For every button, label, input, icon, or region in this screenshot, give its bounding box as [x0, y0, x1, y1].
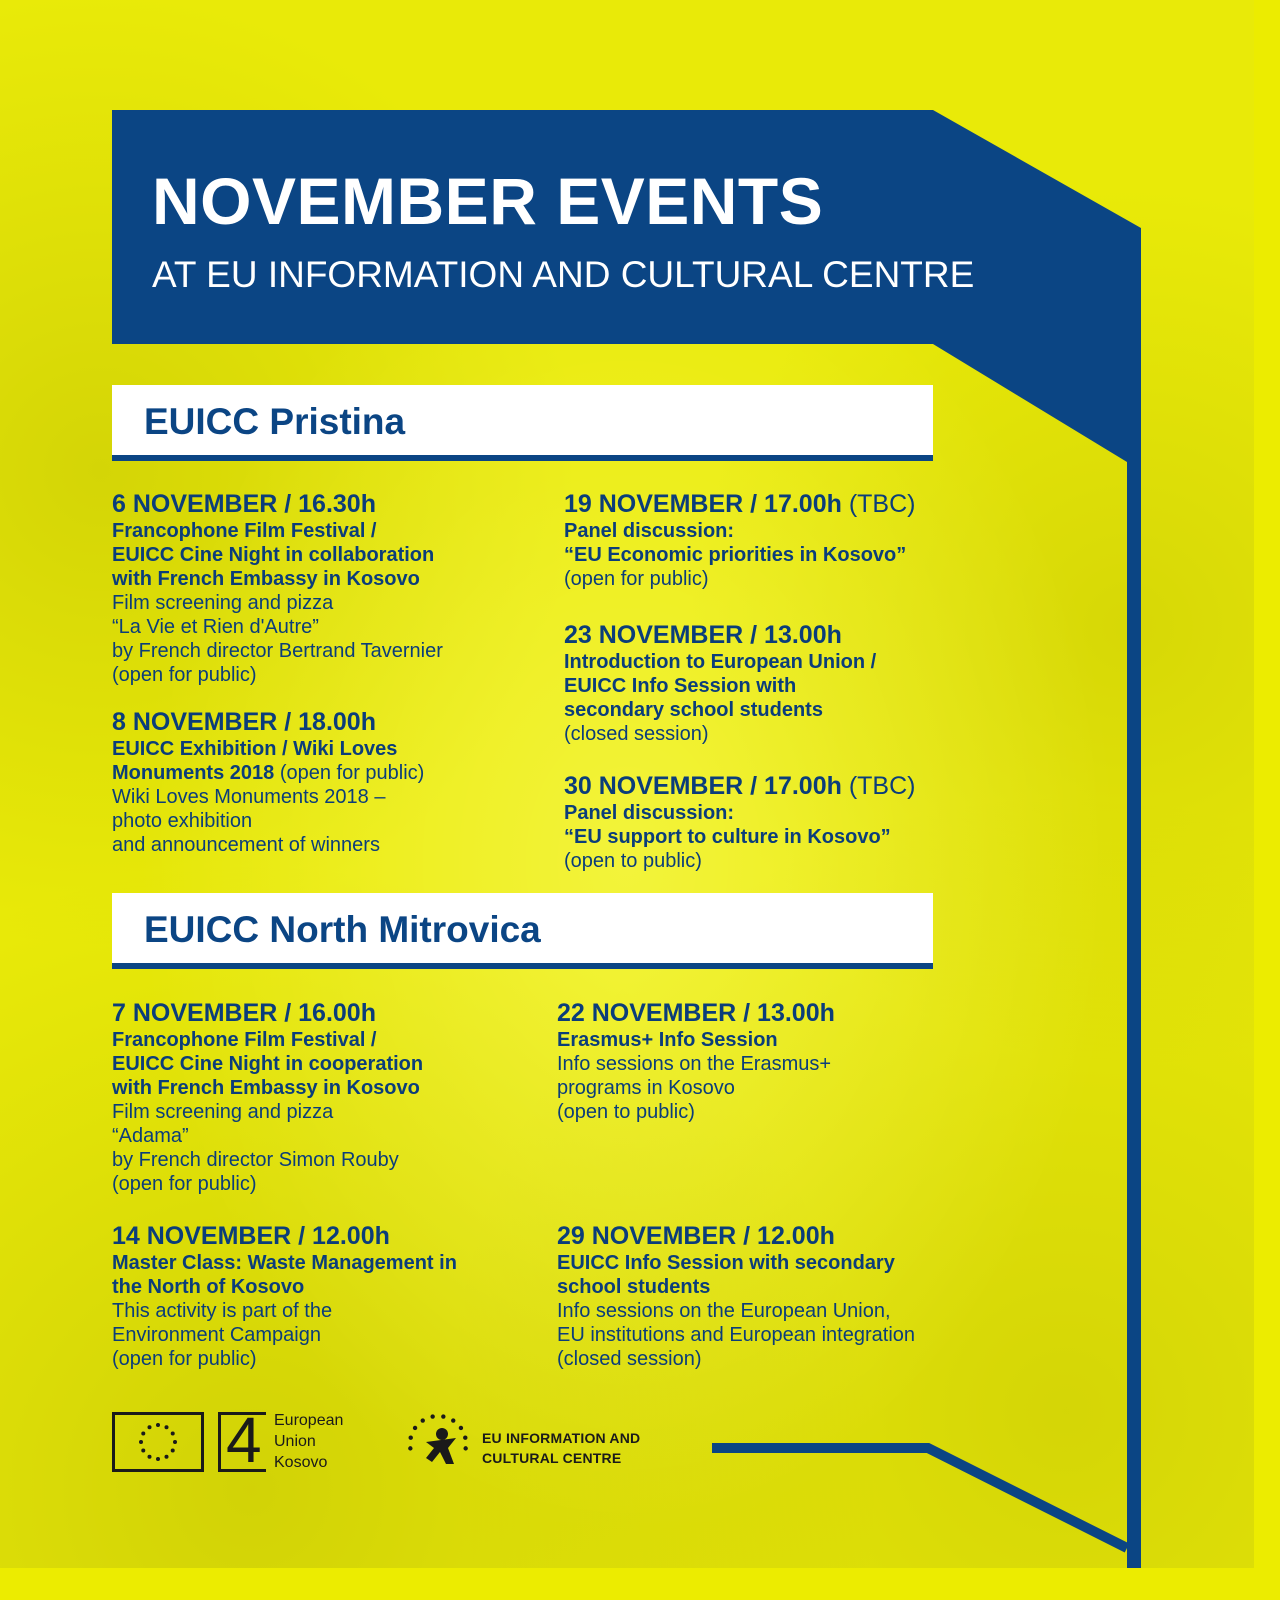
- euicc-star: [463, 1436, 467, 1440]
- eu4kosovo-logo-text: [274, 1410, 343, 1473]
- event-title-line: with French Embassy in Kosovo: [112, 568, 420, 590]
- event-title-line: EUICC Info Session with: [564, 675, 797, 697]
- event-detail-line: (open for public): [564, 568, 709, 590]
- section-header-north-mitrovica: [112, 893, 933, 969]
- event-date: 30 NOVEMBER / 17.00h: [564, 772, 842, 800]
- event-detail-line: (closed session): [557, 1348, 702, 1370]
- event-detail-line: “Adama”: [112, 1125, 189, 1147]
- euicc-star: [459, 1426, 463, 1430]
- event-date: 8 NOVEMBER / 18.00h: [112, 708, 376, 736]
- eu-stars-icon: [115, 1415, 201, 1469]
- event-pristina-23-nov: [564, 620, 876, 746]
- event-detail-line: photo exhibition: [112, 810, 253, 832]
- logo-text-line: EU INFORMATION AND: [482, 1430, 641, 1446]
- eu-star: [173, 1440, 177, 1444]
- euicc-star: [441, 1414, 445, 1418]
- event-date: 23 NOVEMBER / 13.00h: [564, 621, 842, 649]
- event-title-line: Introduction to European Union /: [564, 651, 877, 673]
- event-detail-line: (open to public): [564, 850, 702, 872]
- section-header-pristina: [112, 385, 933, 461]
- event-detail-line: (open for public): [112, 664, 257, 686]
- event-title-line: Master Class: Waste Management in: [112, 1252, 457, 1274]
- event-detail-line: “La Vie et Rien d'Autre”: [112, 616, 319, 638]
- eu-star: [148, 1455, 152, 1459]
- event-mitrovica-22-nov: [557, 998, 835, 1124]
- event-mitrovica-29-nov: [557, 1221, 915, 1371]
- event-title-line: school students: [557, 1276, 711, 1298]
- event-detail-line: by French director Simon Rouby: [112, 1149, 399, 1171]
- event-date: 14 NOVEMBER / 12.00h: [112, 1222, 390, 1250]
- event-detail-line: Wiki Loves Monuments 2018 –: [112, 786, 386, 808]
- event-title-line: EUICC Exhibition / Wiki Loves: [112, 738, 398, 760]
- event-date: 29 NOVEMBER / 12.00h: [557, 1222, 835, 1250]
- event-title-line: EUICC Info Session with secondary: [557, 1252, 895, 1274]
- section-title: EUICC North Mitrovica: [144, 909, 541, 950]
- event-title-line: the North of Kosovo: [112, 1276, 305, 1298]
- event-tbc: (TBC): [841, 490, 916, 518]
- section-title: EUICC Pristina: [144, 401, 406, 442]
- event-detail-line: (open to public): [557, 1101, 695, 1123]
- event-date: 22 NOVEMBER / 13.00h: [557, 999, 835, 1027]
- logo-text-line: Union: [274, 1433, 316, 1450]
- logo-text-line: European: [274, 1412, 344, 1429]
- eu-star: [156, 1457, 160, 1461]
- event-detail-line: Info sessions on the European Union,: [557, 1300, 891, 1322]
- eu-star: [148, 1425, 152, 1429]
- event-title-line: Francophone Film Festival /: [112, 520, 377, 542]
- event-detail-line: EU institutions and European integration: [557, 1324, 916, 1346]
- event-title-line: “EU Economic priorities in Kosovo”: [564, 544, 907, 566]
- event-detail-line: programs in Kosovo: [557, 1077, 735, 1099]
- event-detail-line: (closed session): [564, 723, 709, 745]
- event-detail-line: This activity is part of the: [112, 1300, 333, 1322]
- euicc-star: [451, 1418, 455, 1422]
- eu-star: [156, 1423, 160, 1427]
- event-title-line: EUICC Cine Night in cooperation: [112, 1053, 424, 1075]
- logo-text-line: Kosovo: [274, 1454, 328, 1471]
- event-title-line: Erasmus+ Info Session: [557, 1029, 778, 1051]
- euicc-logo-text: [482, 1428, 640, 1468]
- logo-text-line: CULTURAL CENTRE: [482, 1450, 622, 1466]
- euicc-star: [421, 1418, 425, 1422]
- event-date: 6 NOVEMBER / 16.30h: [112, 490, 376, 518]
- event-detail-line: (open for public): [112, 1173, 257, 1195]
- euicc-star: [408, 1446, 412, 1450]
- eu-star: [171, 1432, 175, 1436]
- euicc-star: [463, 1446, 467, 1450]
- event-pristina-8-nov: [112, 707, 424, 857]
- accent-line: [712, 1448, 1127, 1548]
- eu-star: [165, 1425, 169, 1429]
- event-title-line: “EU support to culture in Kosovo”: [564, 826, 891, 848]
- eu-star: [141, 1449, 145, 1453]
- event-detail-line: Film screening and pizza: [112, 1101, 334, 1123]
- event-detail-line: by French director Bertrand Tavernier: [112, 640, 443, 662]
- event-detail-line: Environment Campaign: [112, 1324, 321, 1346]
- euicc-star: [409, 1436, 413, 1440]
- event-title-line: with French Embassy in Kosovo: [112, 1077, 420, 1099]
- event-date: 7 NOVEMBER / 16.00h: [112, 999, 376, 1027]
- page-subtitle: AT EU INFORMATION AND CULTURAL CENTRE: [152, 254, 975, 295]
- eu-star: [171, 1449, 175, 1453]
- event-pristina-19-nov: [564, 489, 916, 591]
- eu-star: [165, 1455, 169, 1459]
- euicc-star: [430, 1414, 434, 1418]
- event-detail-line: Info sessions on the Erasmus+: [557, 1053, 832, 1075]
- event-title-line: Francophone Film Festival /: [112, 1029, 377, 1051]
- event-access-note: (open for public): [274, 762, 425, 784]
- eu4kosovo-four-glyph: 4: [226, 1404, 262, 1476]
- event-title-line: EUICC Cine Night in collaboration: [112, 544, 435, 566]
- eu-flag-logo: [112, 1412, 204, 1472]
- event-detail-line: Film screening and pizza: [112, 592, 334, 614]
- euicc-star: [413, 1426, 417, 1430]
- event-date: 19 NOVEMBER / 17.00h: [564, 490, 842, 518]
- eu-star: [141, 1432, 145, 1436]
- event-pristina-6-nov: [112, 489, 443, 687]
- euicc-figure-icon: [404, 1412, 472, 1476]
- event-title-line: Panel discussion:: [564, 802, 735, 824]
- event-mitrovica-7-nov: [112, 998, 423, 1196]
- event-detail-line: and announcement of winners: [112, 834, 380, 856]
- event-title-line: Monuments 2018: [112, 762, 275, 784]
- event-title-line: Panel discussion:: [564, 520, 735, 542]
- eu-star: [139, 1440, 143, 1444]
- page-title: NOVEMBER EVENTS: [152, 164, 824, 238]
- event-title-line: secondary school students: [564, 699, 823, 721]
- event-pristina-30-nov: [564, 771, 916, 873]
- event-mitrovica-14-nov: [112, 1221, 457, 1371]
- event-tbc: (TBC): [841, 772, 916, 800]
- event-detail-line: (open for public): [112, 1348, 257, 1370]
